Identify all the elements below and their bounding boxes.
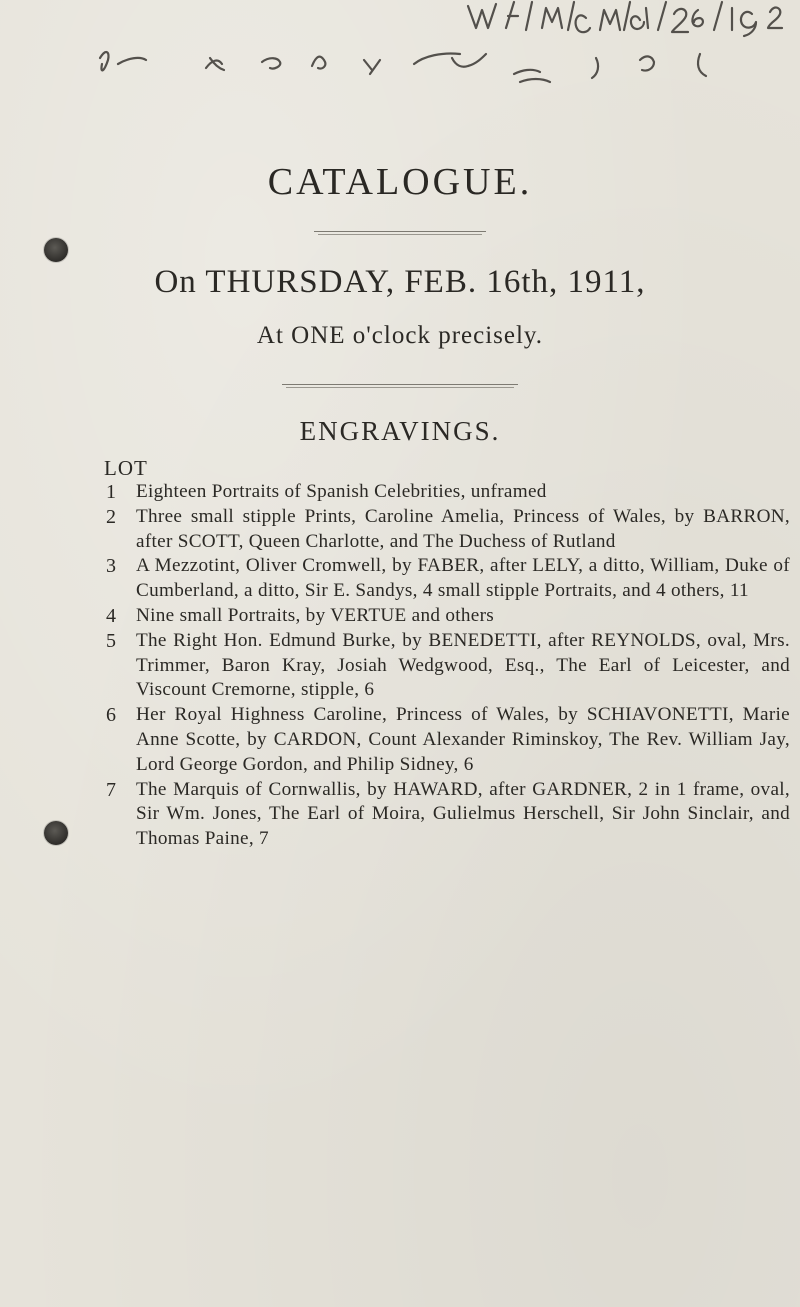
sale-time: At ONE o'clock precisely. bbox=[256, 322, 544, 349]
lot-entry bbox=[104, 703, 794, 777]
lot-number: 4 bbox=[106, 604, 117, 627]
lot-entry bbox=[104, 778, 794, 852]
lot-description: The Right Hon. Edmund Burke, by BENEDETTI, after REYNOLDS, oval, Mrs. Trimmer, Baron Kray, Josiah Wedgwood, Esq., The Earl of Leicester, and Viscount Cremorne, stipple, 6 bbox=[136, 629, 790, 701]
sale-date: On THURSDAY, FEB. 16th, 1911, bbox=[154, 264, 646, 300]
binding-punch-hole bbox=[44, 821, 68, 845]
lot-description: The Marquis of Cornwallis, by HAWARD, after GARDNER, 2 in 1 frame, oval, Sir Wm. Jones, The Earl of Moira, Gulielmus Herschell, Sir John Sinclair, and Thomas Paine, 7 bbox=[136, 778, 790, 850]
lot-number: 1 bbox=[106, 481, 117, 503]
lot-entry bbox=[104, 505, 794, 555]
lot-description: Eighteen Portraits of Spanish Celebrities, unframed bbox=[136, 481, 547, 502]
lot-description: A Mezzotint, Oliver Cromwell, by FABER, after LELY, a ditto, William, Duke of Cumberland, a ditto, Sir E. Sandys, 4 small stipple Portraits, and 4 others, 11 bbox=[136, 555, 790, 602]
binding-punch-hole bbox=[44, 238, 68, 262]
handwritten-annotation-drawing bbox=[0, 0, 800, 110]
lot-entry bbox=[104, 554, 794, 604]
lot-description: Her Royal Highness Caroline, Princess of Wales, by SCHIAVONETTI, Marie Anne Scotte, by CARDON, Count Alexander Riminskoy, The Rev. William Jay, Lord George Gordon, and Philip Sidney, 6 bbox=[136, 704, 790, 775]
lot-entry bbox=[104, 604, 794, 629]
lot-column-header: LOT bbox=[104, 456, 148, 480]
lot-description: Three small stipple Prints, Caroline Amelia, Princess of Wales, by BARRON, after SCOTT, Queen Charlotte, and The Duchess of Rutland bbox=[136, 505, 790, 552]
lot-number: 5 bbox=[106, 629, 117, 652]
section-divider bbox=[286, 387, 514, 388]
lot-entry bbox=[104, 629, 794, 703]
catalogue-title: CATALOGUE. bbox=[267, 161, 533, 203]
lot-number: 7 bbox=[106, 778, 117, 801]
title-divider bbox=[318, 234, 482, 235]
title-divider bbox=[314, 231, 486, 232]
handwritten-annotation bbox=[0, 0, 800, 110]
lot-list bbox=[104, 480, 794, 852]
section-heading: ENGRAVINGS. bbox=[299, 416, 501, 446]
lot-number: 6 bbox=[106, 704, 117, 727]
lot-number: 2 bbox=[106, 505, 117, 528]
lot-description: Nine small Portraits, by VERTUE and others bbox=[136, 604, 495, 626]
section-divider bbox=[282, 384, 518, 385]
lot-number: 3 bbox=[106, 555, 117, 578]
lot-entry bbox=[104, 480, 794, 505]
